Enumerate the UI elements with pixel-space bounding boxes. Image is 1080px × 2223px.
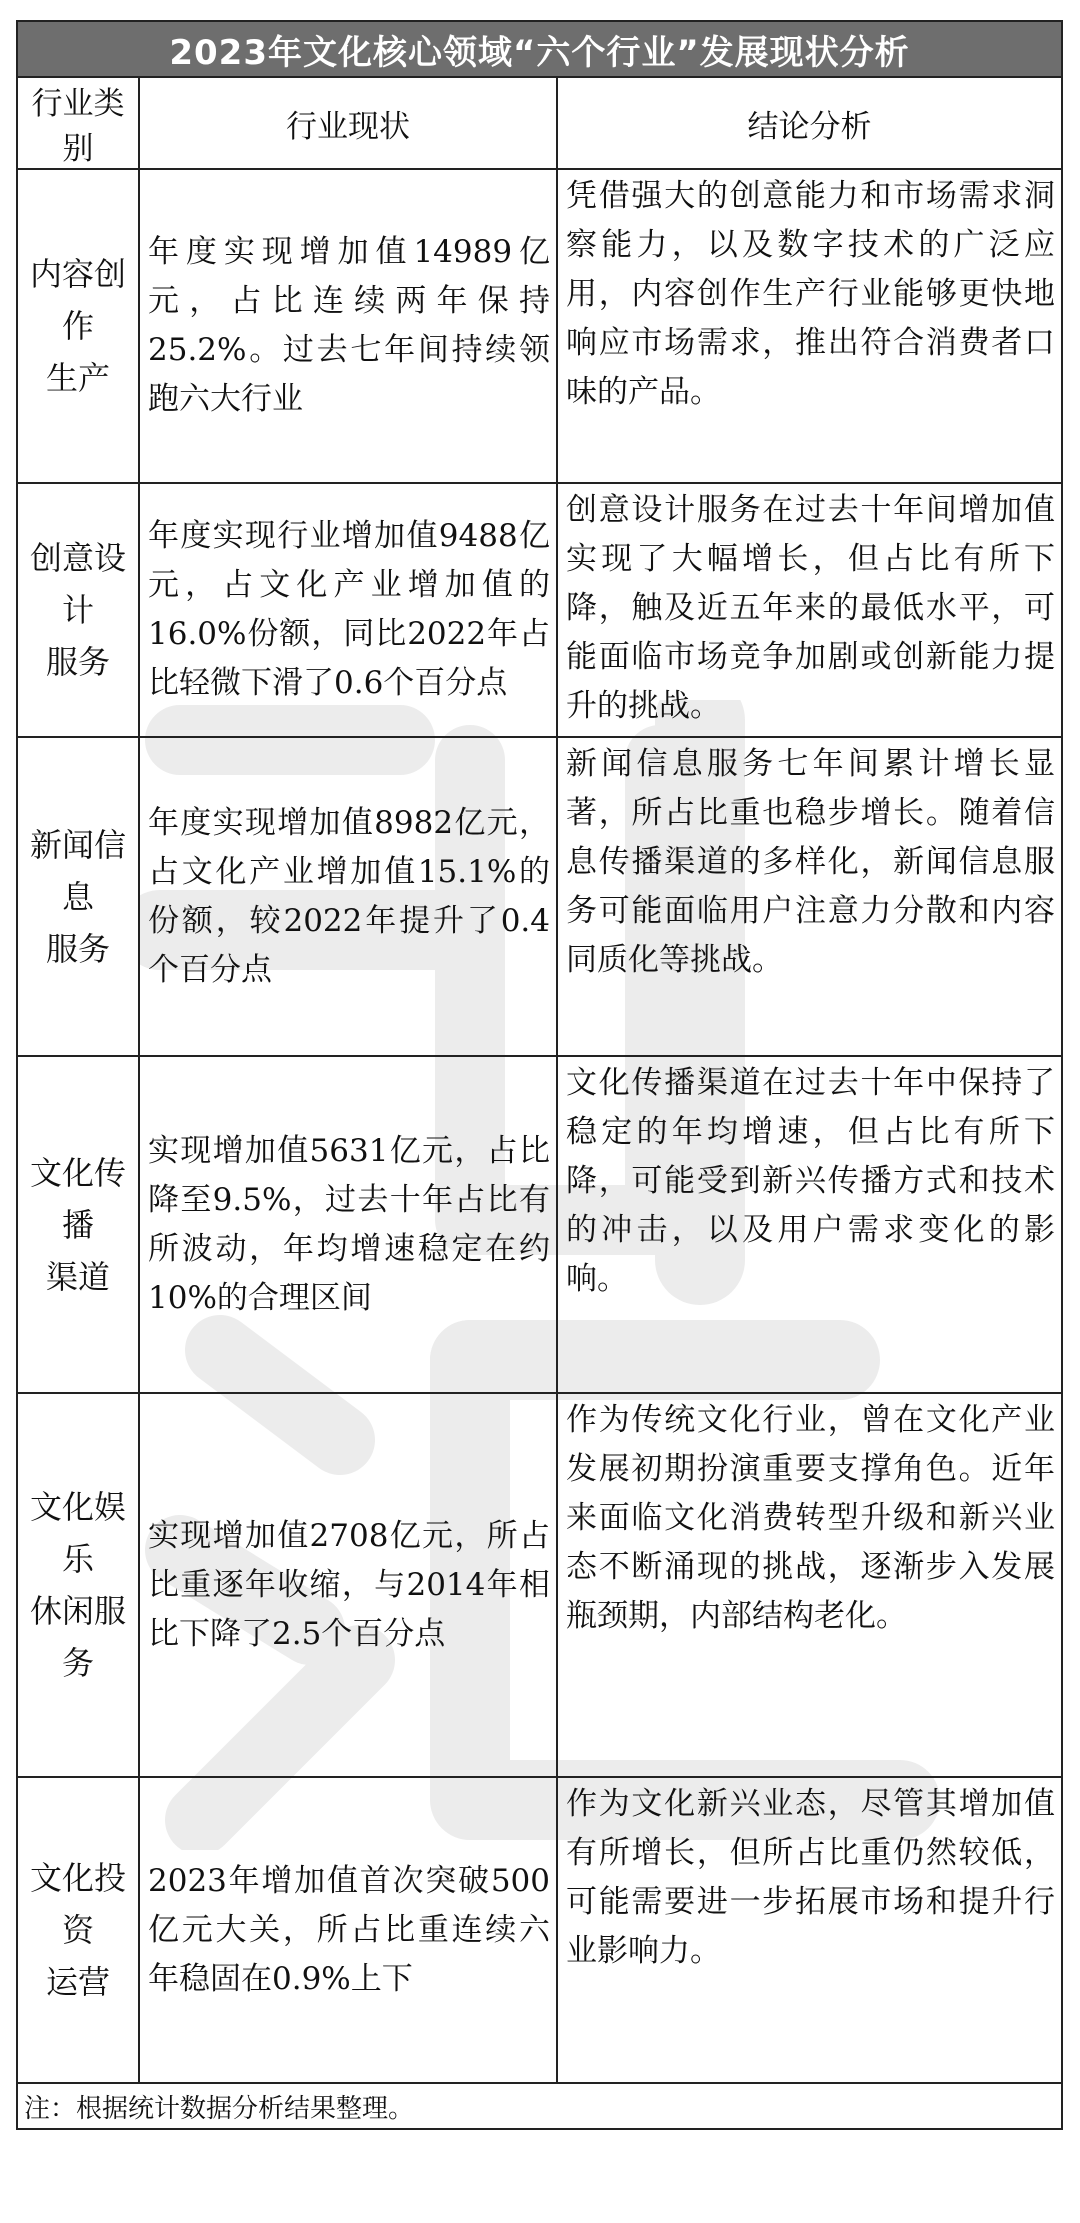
industry-analysis-table <box>16 20 1063 2130</box>
header-conclusion: 结论分析 <box>557 77 1062 169</box>
row-status: 年度实现增加值14989亿元，占比连续两年保持25.2%。过去七年间持续领跑六大行业 <box>139 169 557 483</box>
category-line: 渠道 <box>45 1257 110 1296</box>
row-conclusion: 作为传统文化行业，曾在文化产业发展初期扮演重要支撑角色。近年来面临文化消费转型升级和新兴业态不断涌现的挑战，逐渐步入发展瓶颈期，内部结构老化。 <box>557 1393 1062 1777</box>
row-status: 年度实现行业增加值9488亿元，占文化产业增加值的16.0%份额，同比2022年占比轻微下滑了0.6个百分点 <box>139 483 557 737</box>
category-line: 新闻信息 <box>29 825 126 916</box>
row-category <box>17 483 139 737</box>
table-title: 2023年文化核心领域“六个行业”发展现状分析 <box>17 21 1062 77</box>
row-category <box>17 1393 139 1777</box>
category-line: 休闲服务 <box>29 1592 126 1682</box>
row-status: 2023年增加值首次突破500亿元大关，所占比重连续六年稳固在0.9%上下 <box>139 1777 557 2083</box>
row-status: 实现增加值5631亿元，占比降至9.5%，过去十年占比有所波动，年均增速稳定在约10%的合理区间 <box>139 1056 557 1393</box>
category-line: 生产 <box>45 359 110 397</box>
row-conclusion: 创意设计服务在过去十年间增加值实现了大幅增长，但占比有所下降，触及近五年来的最低水平，可能面临市场竞争加剧或创新能力提升的挑战。 <box>557 483 1062 737</box>
table-row <box>17 1393 1062 1777</box>
table-row <box>17 1056 1062 1393</box>
category-line: 内容创作 <box>29 255 126 345</box>
row-category <box>17 169 139 483</box>
row-status: 年度实现增加值8982亿元，占文化产业增加值15.1%的份额，较2022年提升了0.4个百分点 <box>139 737 557 1056</box>
category-line: 服务 <box>45 643 110 681</box>
row-status: 实现增加值2708亿元，所占比重逐年收缩，与2014年相比下降了2.5个百分点 <box>139 1393 557 1777</box>
category-line: 创意设计 <box>29 539 126 629</box>
table-row <box>17 483 1062 737</box>
table-row <box>17 737 1062 1056</box>
header-category: 行业类别 <box>17 77 139 169</box>
row-category <box>17 1056 139 1393</box>
table-row <box>17 1777 1062 2083</box>
row-category <box>17 737 139 1056</box>
table-row <box>17 169 1062 483</box>
row-conclusion: 凭借强大的创意能力和市场需求洞察能力，以及数字技术的广泛应用，内容创作生产行业能够更快地响应市场需求，推出符合消费者口味的产品。 <box>557 169 1062 483</box>
row-conclusion: 新闻信息服务七年间累计增长显著，所占比重也稳步增长。随着信息传播渠道的多样化，新闻信息服务可能面临用户注意力分散和内容同质化等挑战。 <box>557 737 1062 1056</box>
row-category <box>17 1777 139 2083</box>
row-conclusion: 文化传播渠道在过去十年中保持了稳定的年均增速，但占比有所下降，可能受到新兴传播方式和技术的冲击，以及用户需求变化的影响。 <box>557 1056 1062 1393</box>
category-line: 文化投资 <box>29 1859 126 1949</box>
category-line: 文化娱乐 <box>29 1488 126 1578</box>
table-note: 注：根据统计数据分析结果整理。 <box>17 2083 1062 2129</box>
header-status: 行业现状 <box>139 77 557 169</box>
category-line: 服务 <box>45 929 110 968</box>
row-conclusion: 作为文化新兴业态，尽管其增加值有所增长，但所占比重仍然较低，可能需要进一步拓展市场和提升行业影响力。 <box>557 1777 1062 2083</box>
category-line: 运营 <box>45 1963 110 2001</box>
category-line: 文化传播 <box>29 1153 126 1244</box>
